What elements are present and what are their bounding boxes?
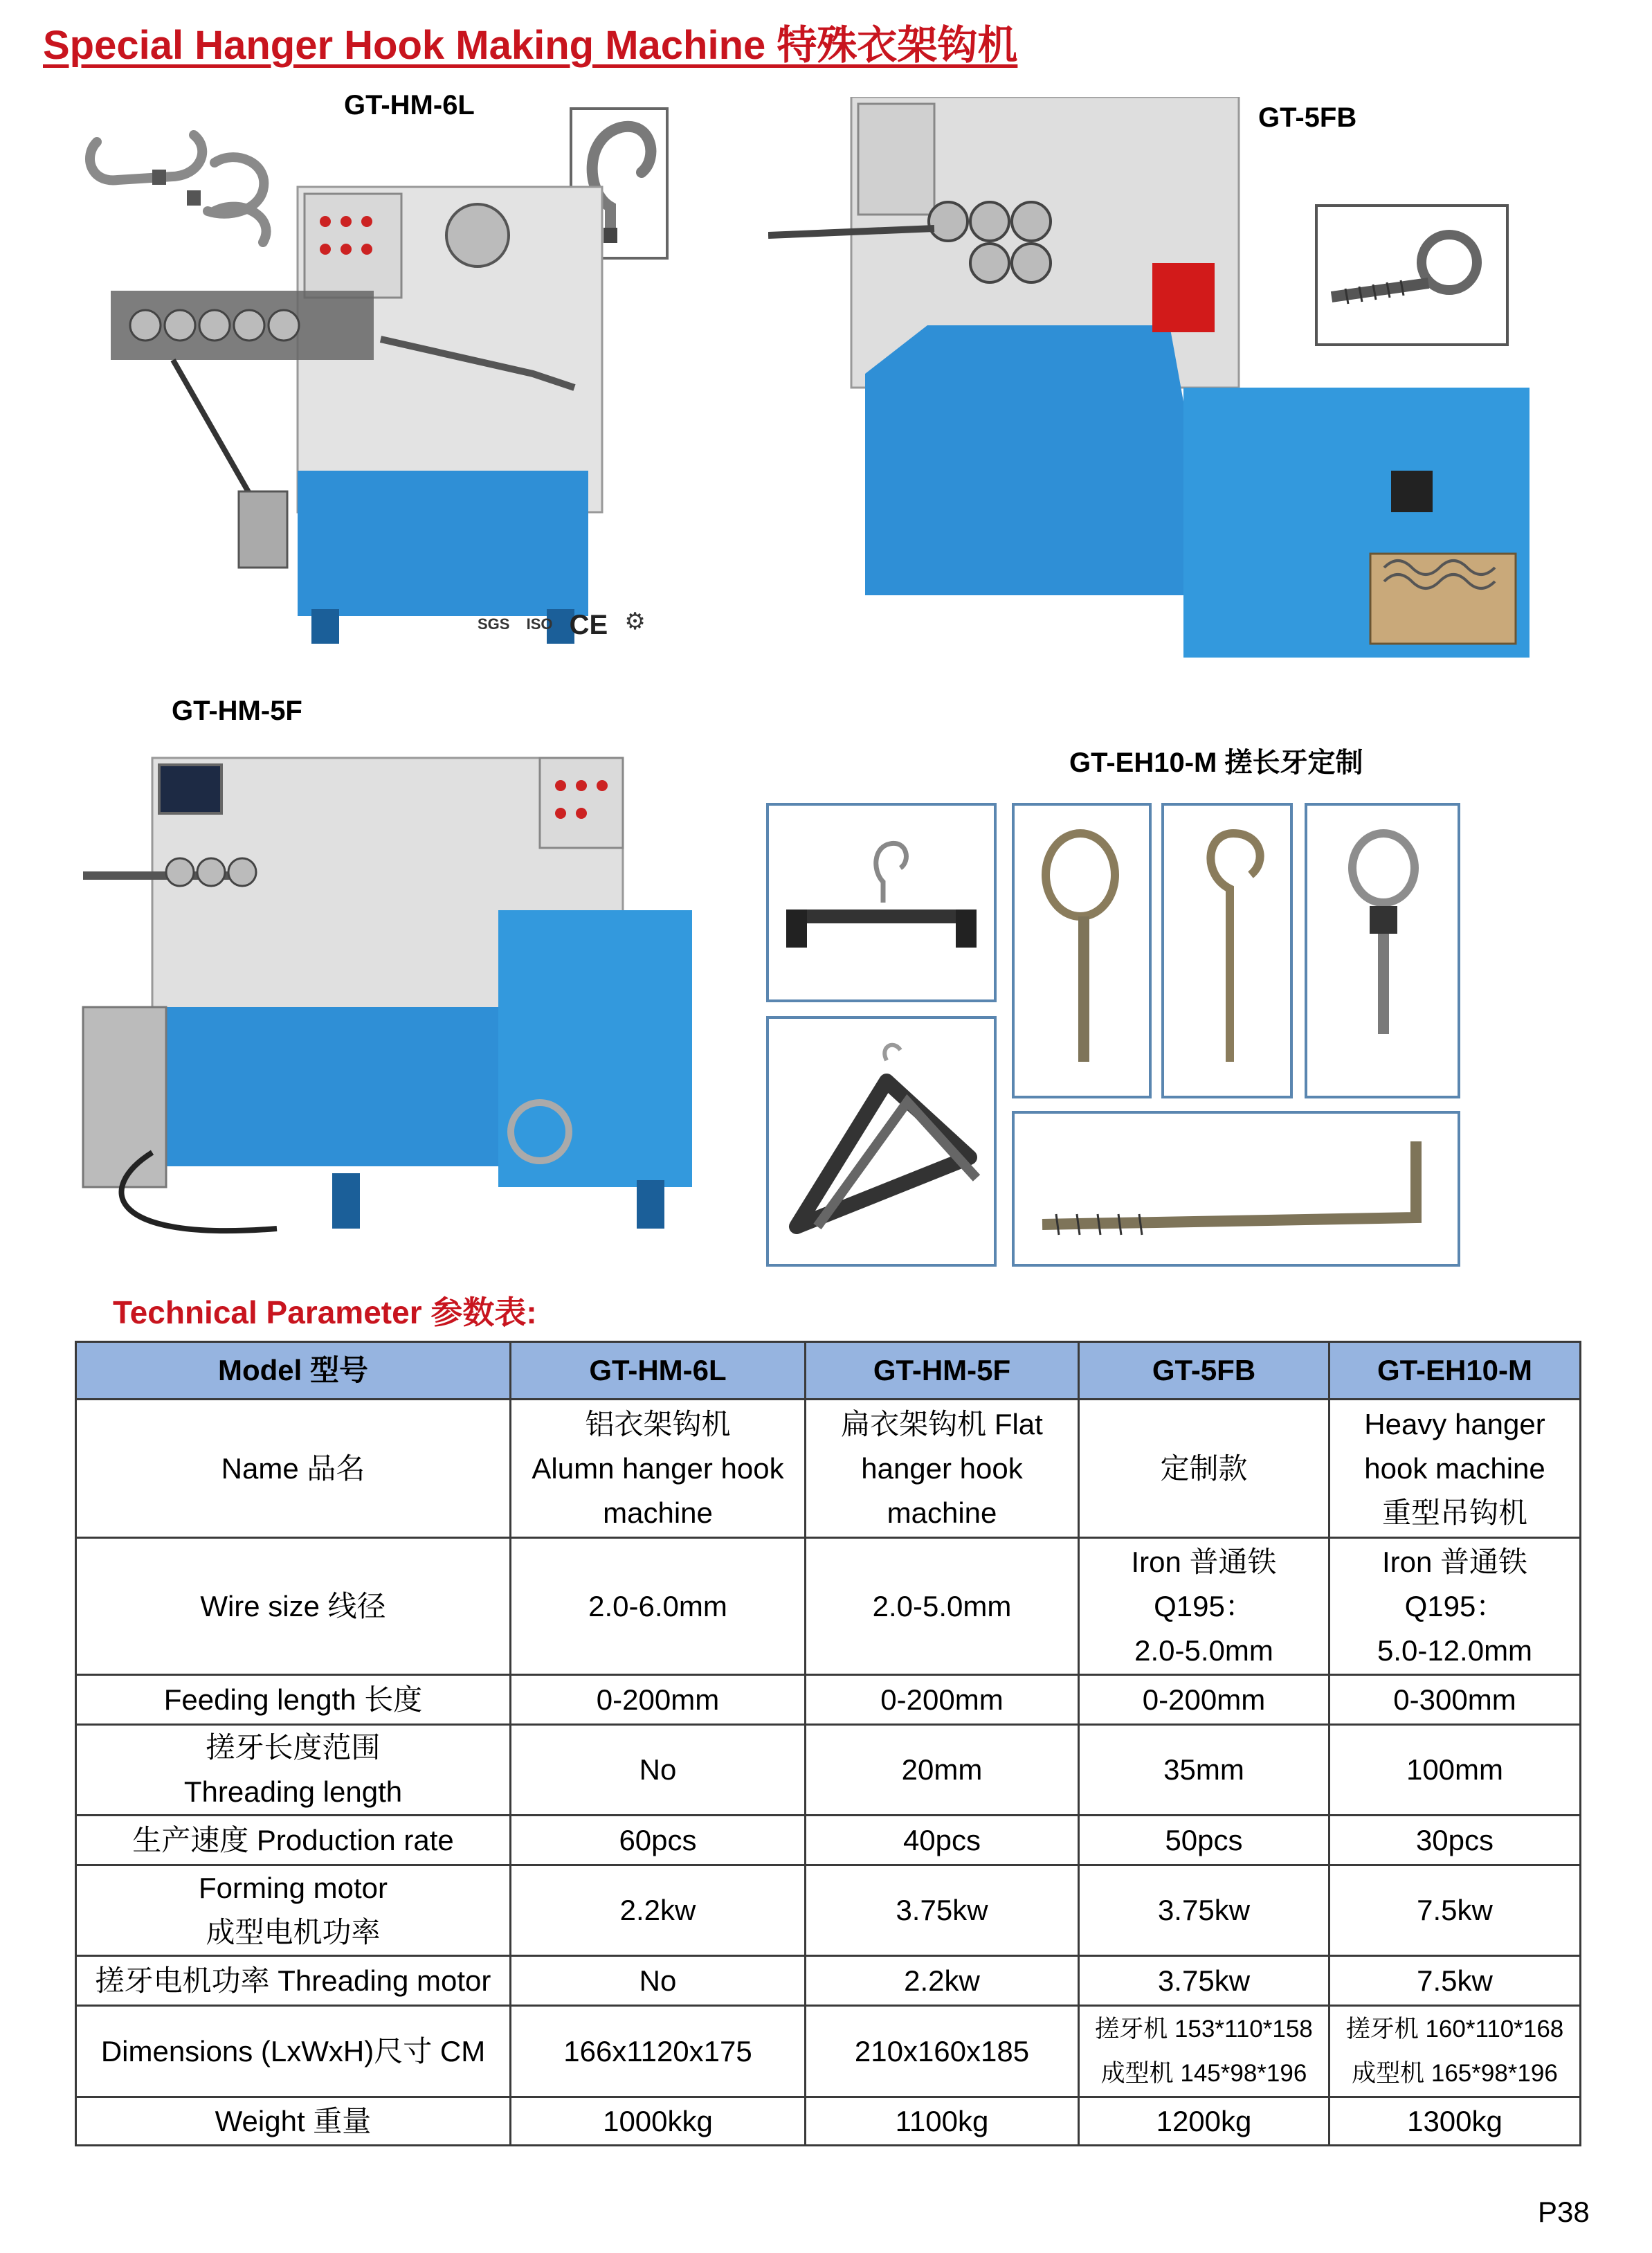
machine-label-gt-eh10-m: GT-EH10-M 搓长牙定制 bbox=[1069, 748, 1363, 778]
table-row bbox=[76, 1816, 1581, 1865]
table-cell bbox=[1329, 1675, 1581, 1725]
table-row bbox=[76, 1956, 1581, 2006]
cell-line: 搓牙机 153*110*158 bbox=[1095, 2015, 1313, 2043]
machine-gt-hm-5f-photo bbox=[69, 703, 747, 1242]
table-cell bbox=[806, 1725, 1079, 1816]
table-cell bbox=[1329, 1865, 1581, 1956]
table-cell bbox=[511, 1400, 806, 1538]
eye-bolt-nut-icon bbox=[1307, 806, 1458, 1096]
cell-line: 定制款 bbox=[1160, 1451, 1248, 1485]
cell-line: Iron 普通铁 bbox=[1381, 1545, 1528, 1578]
cell-line: Q195： bbox=[1154, 1589, 1254, 1622]
product-frame-l-screw bbox=[1012, 1111, 1460, 1267]
cell-line: 成型机 145*98*196 bbox=[1100, 2059, 1307, 2087]
table-row bbox=[76, 2006, 1581, 2097]
cell-line: machine bbox=[603, 1496, 713, 1529]
cell-line: 3.75kw bbox=[1157, 1894, 1251, 1926]
row-label-line: Feeding length 长度 bbox=[163, 1683, 423, 1716]
cell-line: Q195： bbox=[1404, 1589, 1505, 1622]
cell-line: Heavy hanger bbox=[1364, 1407, 1545, 1440]
machine-label-gt-hm-5f: GT-HM-5F bbox=[172, 696, 302, 726]
table-cell bbox=[806, 1816, 1079, 1865]
cell-line: Iron 普通铁 bbox=[1131, 1545, 1277, 1578]
certification-logos bbox=[478, 608, 658, 641]
product-frame-eye-bolt-nut bbox=[1305, 803, 1460, 1098]
cell-line: 2.0-6.0mm bbox=[588, 1589, 727, 1622]
row-label-line: Wire size 线径 bbox=[200, 1589, 386, 1622]
spec-table-header bbox=[76, 1342, 1581, 1400]
row-label bbox=[76, 1725, 511, 1816]
iso-logo: ISO bbox=[526, 615, 553, 633]
row-label bbox=[76, 1816, 511, 1865]
sgs-logo: SGS bbox=[478, 615, 510, 633]
table-cell bbox=[806, 2006, 1079, 2097]
cell-line: 2.2kw bbox=[904, 1964, 980, 1997]
cell-line: 3.75kw bbox=[896, 1894, 988, 1926]
table-cell bbox=[1329, 1400, 1581, 1538]
product-frame-eye-bolt-long bbox=[1012, 803, 1152, 1098]
table-cell bbox=[1079, 1865, 1329, 1956]
row-label-line: 成型电机功率 bbox=[206, 1916, 381, 1948]
table-cell bbox=[1079, 1956, 1329, 2006]
header-model-1: GT-HM-6L bbox=[511, 1342, 806, 1400]
table-cell bbox=[1079, 1725, 1329, 1816]
row-label-line: 搓牙长度范围 bbox=[206, 1731, 381, 1764]
table-cell bbox=[511, 1725, 806, 1816]
row-label-line: 搓牙电机功率 Threading motor bbox=[95, 1964, 491, 1997]
cell-line: No bbox=[639, 1753, 677, 1786]
eye-bolt-icon bbox=[1015, 806, 1149, 1096]
spec-table bbox=[75, 1341, 1581, 2146]
cell-line: hanger hook bbox=[861, 1451, 1023, 1485]
clothes-hangers-icon bbox=[769, 1019, 994, 1264]
award-icon: ⚙ bbox=[624, 608, 646, 635]
cell-line: hook machine bbox=[1364, 1451, 1545, 1485]
table-cell bbox=[1329, 2006, 1581, 2097]
table-cell bbox=[1079, 2097, 1329, 2146]
table-cell bbox=[1079, 1538, 1329, 1675]
header-model-3: GT-5FB bbox=[1079, 1342, 1329, 1400]
table-cell bbox=[1079, 1675, 1329, 1725]
cell-line: 2.0-5.0mm bbox=[872, 1589, 1012, 1622]
table-cell bbox=[511, 2097, 806, 2146]
header-model-4: GT-EH10-M bbox=[1329, 1342, 1581, 1400]
row-label-line: Threading length bbox=[183, 1775, 403, 1808]
cell-line: 7.5kw bbox=[1417, 1894, 1493, 1926]
cell-line: 扁衣架钩机 Flat bbox=[841, 1407, 1043, 1440]
cell-line: 30pcs bbox=[1415, 1823, 1494, 1856]
cell-line: 20mm bbox=[901, 1753, 983, 1786]
table-cell bbox=[806, 1865, 1079, 1956]
cell-line: 60pcs bbox=[619, 1823, 697, 1856]
row-label-line: Dimensions (LxWxH)尺寸 CM bbox=[100, 2034, 486, 2067]
row-label bbox=[76, 1956, 511, 2006]
cell-line: 7.5kw bbox=[1417, 1964, 1493, 1997]
table-cell bbox=[511, 1956, 806, 2006]
ce-mark: CE bbox=[569, 609, 608, 640]
table-cell bbox=[511, 1538, 806, 1675]
product-frame-open-hook bbox=[1161, 803, 1293, 1098]
table-cell bbox=[806, 1538, 1079, 1675]
row-label bbox=[76, 2006, 511, 2097]
page-title: Special Hanger Hook Making Machine 特殊衣架钩机 bbox=[43, 23, 1018, 68]
table-cell bbox=[1329, 2097, 1581, 2146]
row-label bbox=[76, 1865, 511, 1956]
cell-line: 搓牙机 160*110*168 bbox=[1345, 2015, 1564, 2043]
table-row bbox=[76, 1865, 1581, 1956]
table-cell bbox=[1079, 1400, 1329, 1538]
table-row bbox=[76, 2097, 1581, 2146]
cell-line: 重型吊钩机 bbox=[1381, 1496, 1527, 1529]
row-label-line: Name 品名 bbox=[221, 1451, 365, 1485]
row-label-line: Weight 重量 bbox=[215, 2104, 372, 2137]
pants-hanger-icon bbox=[769, 806, 994, 999]
table-cell bbox=[1329, 1816, 1581, 1865]
row-label bbox=[76, 1538, 511, 1675]
cell-line: Alumn hanger hook bbox=[532, 1451, 784, 1485]
table-cell bbox=[511, 1865, 806, 1956]
table-cell bbox=[1079, 1816, 1329, 1865]
cell-line: 1200kg bbox=[1156, 2104, 1252, 2137]
cell-line: No bbox=[639, 1964, 677, 1997]
cell-line: 0-300mm bbox=[1393, 1683, 1516, 1716]
header-model-2: GT-HM-5F bbox=[806, 1342, 1079, 1400]
cell-line: 0-200mm bbox=[1142, 1683, 1266, 1716]
cell-line: 166x1120x175 bbox=[563, 2034, 752, 2067]
table-cell bbox=[806, 1956, 1079, 2006]
cell-line: 40pcs bbox=[902, 1823, 981, 1856]
cell-line: 210x160x185 bbox=[854, 2034, 1030, 2067]
cell-line: 2.0-5.0mm bbox=[1134, 1634, 1273, 1667]
table-cell bbox=[806, 2097, 1079, 2146]
cell-line: 0-200mm bbox=[880, 1683, 1004, 1716]
table-row bbox=[76, 1400, 1581, 1538]
table-cell bbox=[1329, 1956, 1581, 2006]
row-label bbox=[76, 1400, 511, 1538]
cell-line: 100mm bbox=[1406, 1753, 1504, 1786]
cell-line: 1100kg bbox=[895, 2104, 989, 2137]
table-cell bbox=[511, 1816, 806, 1865]
cell-line: 成型机 165*98*196 bbox=[1352, 2059, 1558, 2087]
table-cell bbox=[806, 1400, 1079, 1538]
cell-line: machine bbox=[887, 1496, 997, 1529]
row-label bbox=[76, 2097, 511, 2146]
eye-screw-frame bbox=[1315, 204, 1509, 346]
table-cell bbox=[1329, 1538, 1581, 1675]
page-number: P38 bbox=[1538, 2196, 1590, 2228]
table-cell bbox=[806, 1675, 1079, 1725]
cell-line: 3.75kw bbox=[1157, 1964, 1251, 1997]
row-label-line: Forming motor bbox=[198, 1872, 388, 1904]
cell-line: 35mm bbox=[1163, 1753, 1244, 1786]
machine-gt-hm-6l-photo bbox=[104, 166, 651, 651]
cell-line: 50pcs bbox=[1165, 1823, 1243, 1856]
machine-label-gt-5fb: GT-5FB bbox=[1258, 102, 1357, 133]
table-cell bbox=[1329, 1725, 1581, 1816]
table-cell bbox=[511, 1675, 806, 1725]
header-model: Model 型号 bbox=[76, 1342, 511, 1400]
product-frame-pants-hanger bbox=[766, 803, 997, 1002]
cell-line: 5.0-12.0mm bbox=[1377, 1634, 1533, 1667]
cell-line: 2.2kw bbox=[619, 1894, 696, 1926]
table-row bbox=[76, 1675, 1581, 1725]
eye-screw-icon bbox=[1318, 207, 1506, 343]
row-label-line: 生产速度 Production rate bbox=[132, 1823, 454, 1856]
technical-parameter-heading: Technical Parameter 参数表: bbox=[113, 1294, 537, 1330]
table-cell bbox=[1079, 2006, 1329, 2097]
table-row bbox=[76, 1725, 1581, 1816]
table-row bbox=[76, 1538, 1581, 1675]
open-hook-icon bbox=[1164, 806, 1290, 1096]
cell-line: 1300kg bbox=[1407, 2104, 1503, 2137]
l-screw-icon bbox=[1015, 1114, 1458, 1264]
row-label bbox=[76, 1675, 511, 1725]
cell-line: 铝衣架钩机 bbox=[585, 1407, 731, 1440]
machine-gt-5fb-photo bbox=[768, 97, 1536, 706]
product-frame-clothes-hangers bbox=[766, 1016, 997, 1267]
cell-line: 1000kkg bbox=[603, 2104, 713, 2137]
table-cell bbox=[511, 2006, 806, 2097]
machine-label-gt-hm-6l: GT-HM-6L bbox=[344, 90, 475, 120]
cell-line: 0-200mm bbox=[596, 1683, 720, 1716]
